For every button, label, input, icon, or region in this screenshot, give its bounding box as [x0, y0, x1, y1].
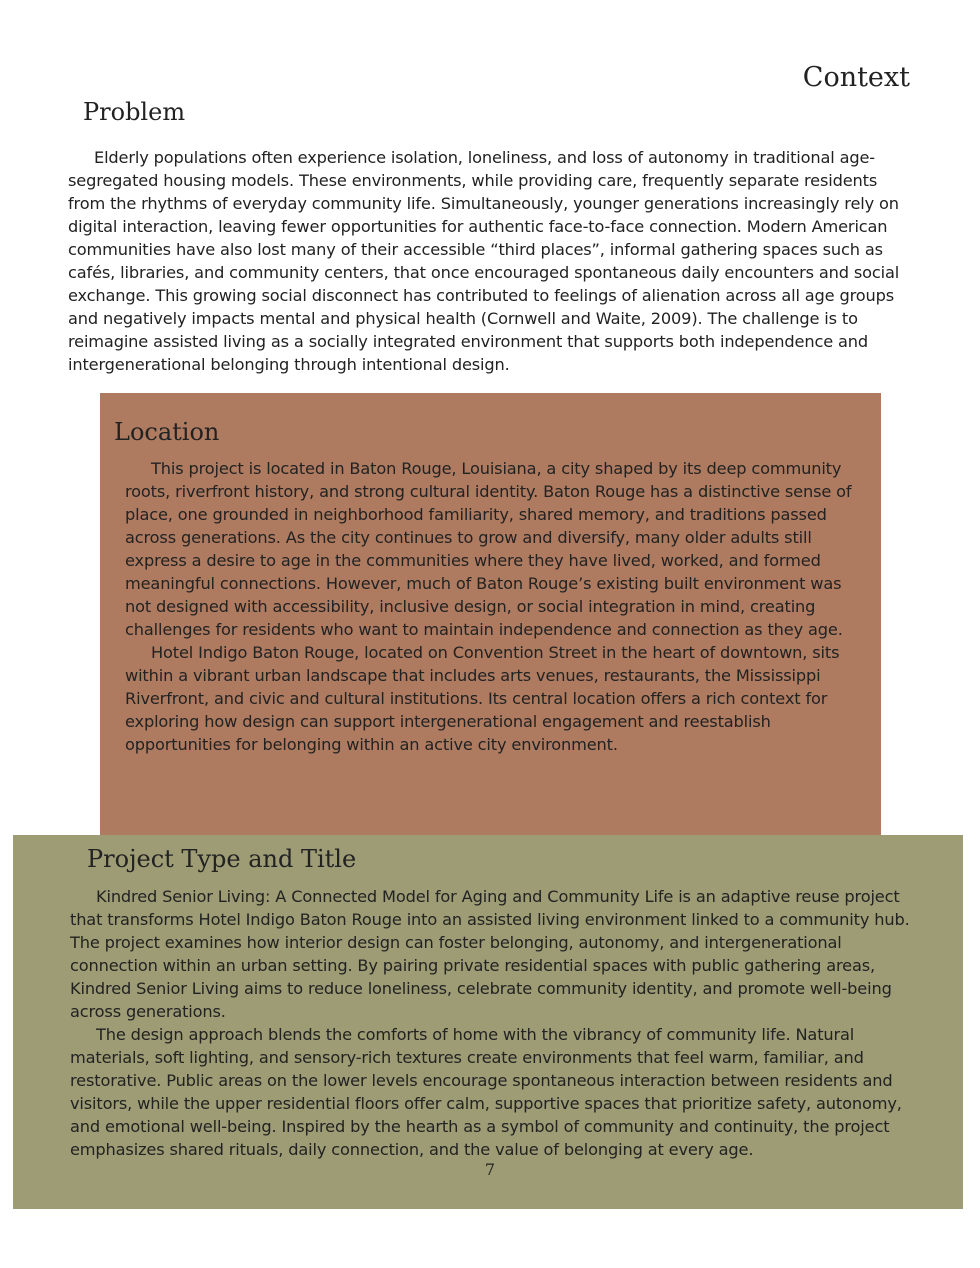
problem-paragraph: Elderly populations often experience isolation, loneliness, and loss of autonomy in traditional age-segregated housing models. These environments, while providing care, frequently separate residents from the rhythms of everyday community life. Simultaneously, younger generations increasingly rely on digital interaction, leaving fewer opportunities for authentic face-to-face connection. Modern American communities have also lost many of their accessible “third places”, informal gathering spaces such as cafés, libraries, and community centers, that once encouraged spontaneous daily encounters and social exchange. This growing social disconnect has contributed to feelings of alienation across all age groups and negatively impacts mental and physical health (Cornwell and Waite, 2009). The challenge is to reimagine assisted living as a socially integrated environment that supports both independence and intergenerational belonging through intentional design.	[68, 148, 900, 374]
project-paragraph-1: Kindred Senior Living: A Connected Model for Aging and Community Life is an adaptive reuse project that transforms Hotel Indigo Baton Rouge into an assisted living environment linked to a community hub. The project examines how interior design can foster belonging, autonomy, and intergenerational connection within an urban setting. By pairing private residential spaces with public gathering areas, Kindred Senior Living aims to reduce loneliness, celebrate community identity, and promote well-being across generations.	[70, 887, 910, 1021]
heading-problem: Problem	[83, 98, 186, 126]
project-paragraph-2: The design approach blends the comforts of home with the vibrancy of community life. Natural materials, soft lighting, and sensory-rich textures create environments that feel warm, familiar, and restorative. Public areas on the lower levels encourage spontaneous interaction between residents and visitors, while the upper residential floors offer calm, supportive spaces that prioritize safety, autonomy, and emotional well-being. Inspired by the hearth as a symbol of community and continuity, the project emphasizes shared rituals, daily connection, and the value of belonging at every age.	[70, 1025, 902, 1159]
project-body	[70, 885, 930, 1161]
location-panel	[100, 393, 881, 835]
heading-project-type-and-title: Project Type and Title	[87, 845, 357, 873]
page-number: 7	[484, 1160, 496, 1179]
section-title-context: Context	[802, 62, 910, 93]
heading-location: Location	[114, 418, 220, 446]
location-paragraph-2: Hotel Indigo Baton Rouge, located on Convention Street in the heart of downtown, sits within a vibrant urban landscape that includes arts venues, restaurants, the Mississippi Riverfront, and civic and cultural institutions. Its central location offers a rich context for exploring how design can support intergenerational engagement and reestablish opportunities for belonging within an active city environment.	[125, 643, 840, 754]
problem-body	[68, 146, 904, 376]
location-paragraph-1: This project is located in Baton Rouge, Louisiana, a city shaped by its deep community roots, riverfront history, and strong cultural identity. Baton Rouge has a distinctive sense of place, one grounded in neighborhood familiarity, shared memory, and traditions passed across generations. As the city continues to grow and diversify, many older adults still express a desire to age in the communities where they have lived, worked, and formed meaningful connections. However, much of Baton Rouge’s existing built environment was not designed with accessibility, inclusive design, or social integration in mind, creating challenges for residents who want to maintain independence and connection as they age.	[125, 459, 852, 639]
project-panel	[13, 835, 963, 1209]
location-body	[125, 457, 860, 756]
